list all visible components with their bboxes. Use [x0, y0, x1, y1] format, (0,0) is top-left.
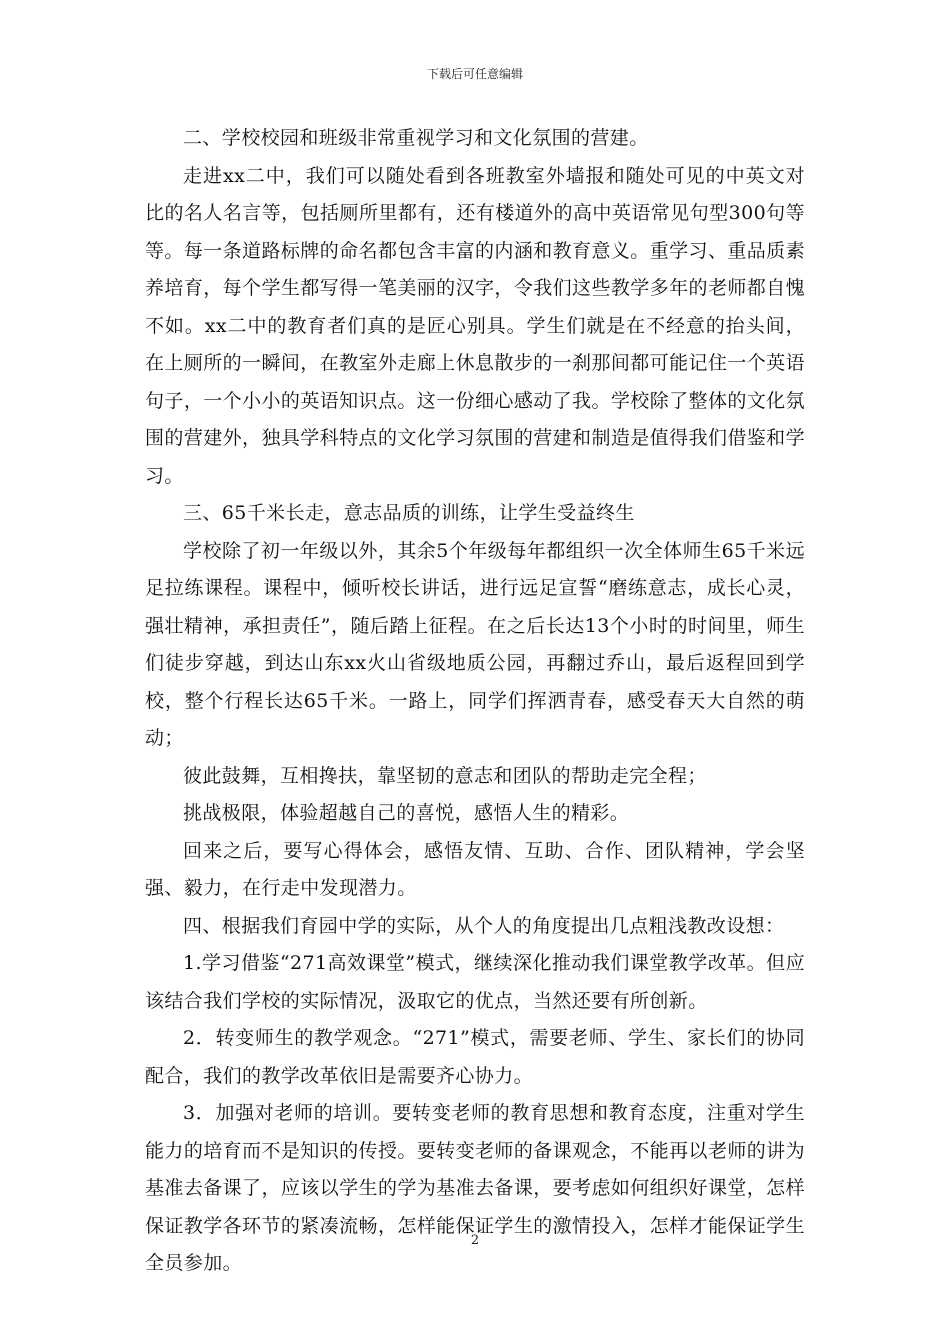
list-item: 3．加强对老师的培训。要转变老师的教育思想和教育态度，注重对学生能力的培育而不是知识的传授。要转变老师的备课观念，不能再以老师的讲为基准去备课了，应该以学生的学为基准去备课，要考虑如何组织好课堂，怎样保证教学各环节的紧凑流畅，怎样能保证学生的激情投入，怎样才能保证学生全员参加。: [145, 1102, 805, 1274]
section-heading-2: 二、学校校园和班级非常重视学习和文化氛围的营建。: [183, 127, 649, 149]
body-paragraph: 走进xx二中，我们可以随处看到各班教室外墙报和随处可见的中英文对比的名人名言等，包括厕所里都有，还有楼道外的高中英语常见句型300句等等。每一条道路标牌的命名都包含丰富的内涵和教育意义。重学习、重品质素养培育，每个学生都写得一笔美丽的汉字，令我们这些教学多年的老师都自愧不如。xx二中的教育者们真的是匠心别具。学生们就是在不经意的抬头间，在上厕所的一瞬间，在教室外走廊上休息散步的一刹那间都可能记住一个英语句子，一个小小的英语知识点。这一份细心感动了我。学校除了整体的文化氛围的营建外，独具学科特点的文化学习氛围的营建和制造是值得我们借鉴和学习。: [145, 164, 805, 487]
section-heading-3: 三、65千米长走，意志品质的训练，让学生受益终生: [183, 502, 635, 524]
list-item: 1.学习借鉴“271高效课堂”模式，继续深化推动我们课堂教学改革。但应该结合我们学校的实际情况，汲取它的优点，当然还要有所创新。: [145, 952, 805, 1012]
page-number: 2: [470, 1233, 480, 1248]
list-item: 2．转变师生的教学观念。“271”模式，需要老师、学生、家长们的协同配合，我们的教学改革依旧是需要齐心协力。: [145, 1027, 805, 1087]
section-heading-4: 四、根据我们育园中学的实际，从个人的角度提出几点粗浅教改设想：: [183, 914, 785, 937]
header-note: 下载后可任意编辑: [426, 67, 523, 81]
body-paragraph: 学校除了初一年级以外，其余5个年级每年都组织一次全体师生65千米远足拉练课程。课程中，倾听校长讲话，进行远足宣誓“磨练意志，成长心灵，强壮精神，承担责任”，随后踏上征程。在之后长达13个小时的时间里，师生们徒步穿越，到达山东xx火山省级地质公园，再翻过乔山，最后返程回到学校，整个行程长达65千米。一路上，同学们挥洒青春，感受春天大自然的萌动；: [145, 539, 805, 749]
body-paragraph: 回来之后，要写心得体会，感悟友情、互助、合作、团队精神，学会坚强、毅力，在行走中发现潜力。: [145, 839, 805, 899]
body-paragraph: 挑战极限，体验超越自己的喜悦，感悟人生的精彩。: [183, 802, 630, 824]
body-paragraph: 彼此鼓舞，互相搀扶，靠坚韧的意志和团队的帮助走完全程；: [183, 764, 707, 787]
document-body: [145, 120, 805, 1283]
